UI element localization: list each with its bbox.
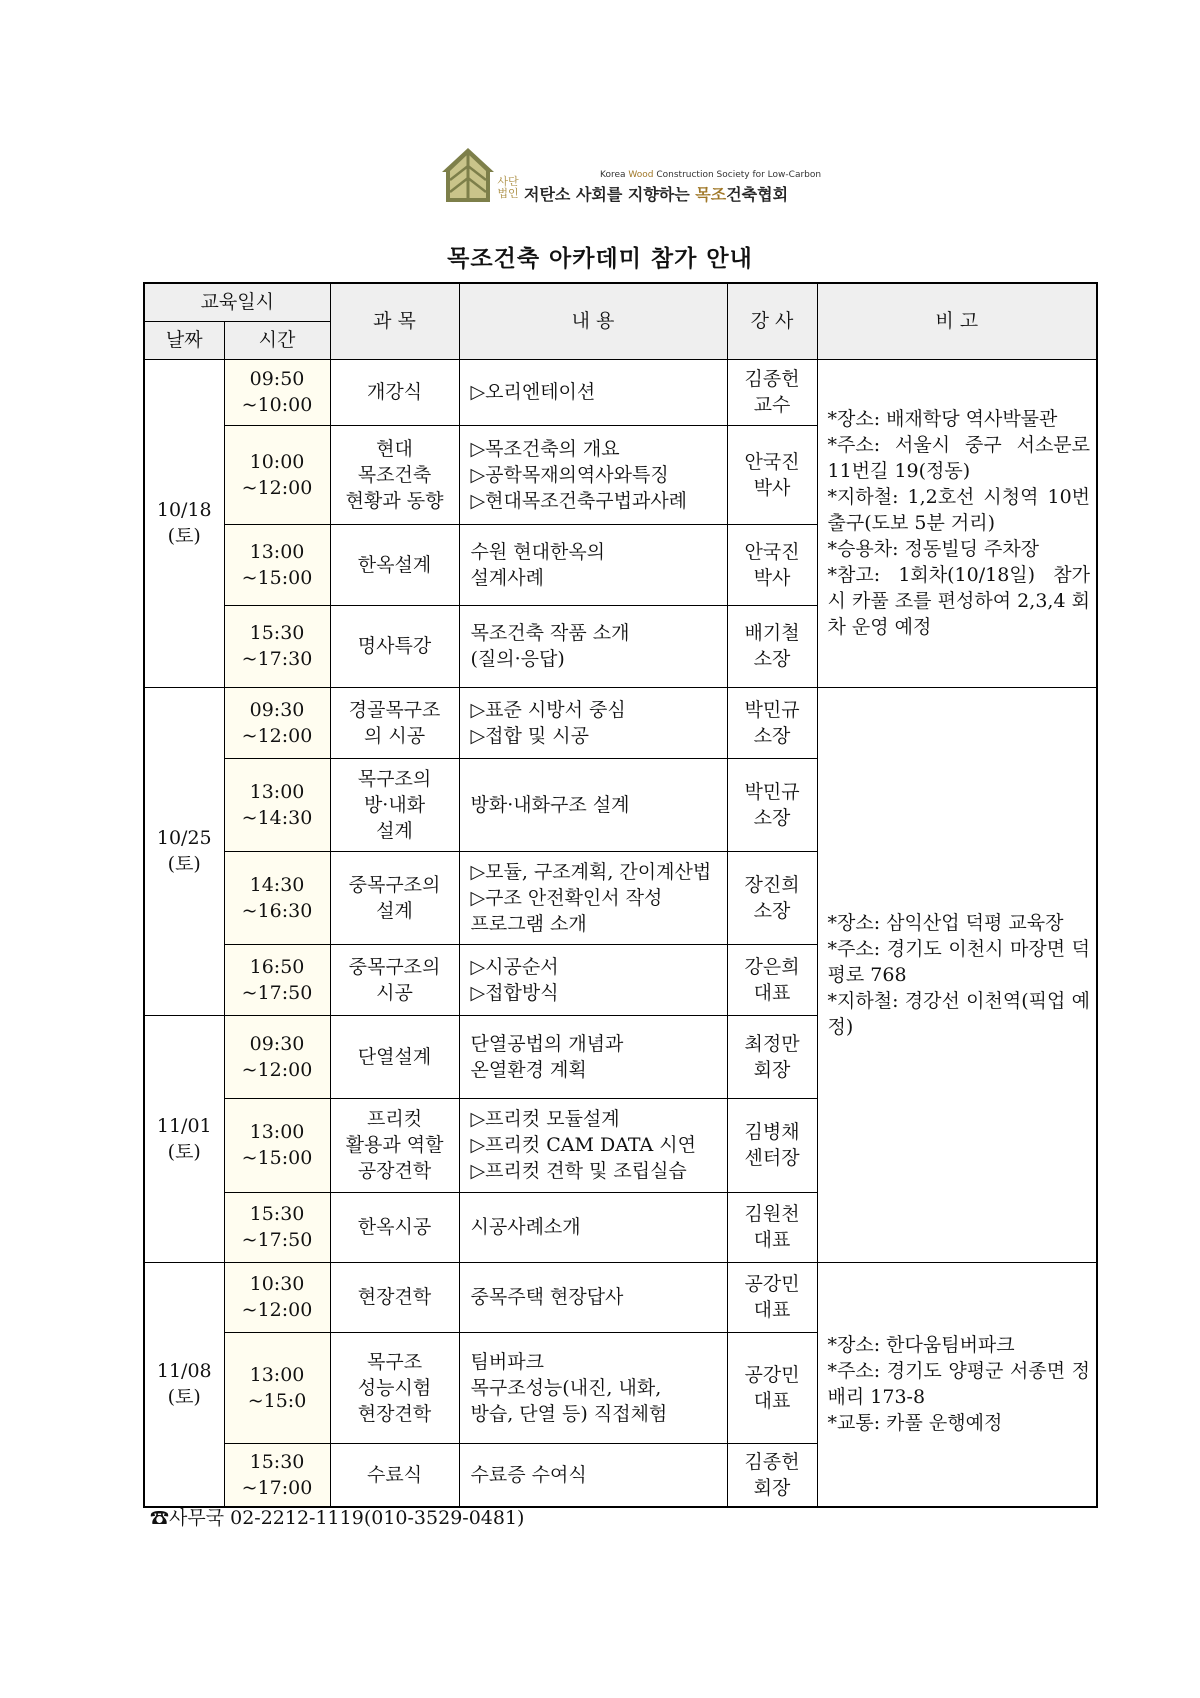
schedule-table xyxy=(143,282,1098,1508)
table-row xyxy=(144,687,1097,758)
date-cell: 11/08 (토) xyxy=(144,1262,224,1507)
lecturer-cell: 장진희 소장 xyxy=(727,851,817,944)
subject-cell: 명사특강 xyxy=(330,605,459,687)
subject-cell: 개강식 xyxy=(330,359,459,425)
lecturer-cell: 안국진 박사 xyxy=(727,524,817,605)
content-cell: 단열공법의 개념과 온열환경 계획 xyxy=(459,1015,727,1098)
lecturer-cell: 공강민 대표 xyxy=(727,1332,817,1443)
subject-cell: 단열설계 xyxy=(330,1015,459,1098)
header-remarks: 비 고 xyxy=(817,283,1097,359)
content-cell: 중목주택 현장답사 xyxy=(459,1262,727,1332)
remarks-cell: *장소: 배재학당 역사박물관 *주소: 서울시 중구 서소문로 11번길 19(정동) *지하철: 1,2호선 시청역 10번 출구(도보 5분 거리) *승용차: 정동빌딩 주차장 *참고: 1회차(10/18일) 참가 시 카풀 조를 편성하여 2,3,4 회차 운영 예정 xyxy=(817,359,1097,687)
page-title: 목조건축 아카데미 참가 안내 xyxy=(447,246,753,272)
content-cell: 수원 현대한옥의 설계사례 xyxy=(459,524,727,605)
lecturer-cell: 박민규 소장 xyxy=(727,758,817,851)
time-cell: 09:50 ~10:00 xyxy=(224,359,330,425)
corporation-mark: 사단 법인 xyxy=(497,175,519,200)
content-cell: 시공사례소개 xyxy=(459,1192,727,1262)
time-cell: 13:00 ~14:30 xyxy=(224,758,330,851)
lecturer-cell: 김종헌 교수 xyxy=(727,359,817,425)
time-cell: 09:30 ~12:00 xyxy=(224,687,330,758)
header-content: 내 용 xyxy=(459,283,727,359)
subject-cell: 목구조의 방·내화 설계 xyxy=(330,758,459,851)
time-cell: 13:00 ~15:00 xyxy=(224,1098,330,1192)
time-cell: 15:30 ~17:00 xyxy=(224,1443,330,1507)
time-cell: 10:00 ~12:00 xyxy=(224,425,330,524)
date-cell: 10/18 (토) xyxy=(144,359,224,687)
content-cell: 수료증 수여식 xyxy=(459,1443,727,1507)
lecturer-cell: 김종헌 회장 xyxy=(727,1443,817,1507)
content-cell: 팀버파크 목구조성능(내진, 내화, 방습, 단열 등) 직접체험 xyxy=(459,1332,727,1443)
content-cell: 목조건축 작품 소개 (질의·응답) xyxy=(459,605,727,687)
content-cell: ▷시공순서 ▷접합방식 xyxy=(459,944,727,1015)
content-cell: ▷표준 시방서 중심 ▷접합 및 시공 xyxy=(459,687,727,758)
time-cell: 15:30 ~17:30 xyxy=(224,605,330,687)
date-cell: 10/25 (토) xyxy=(144,687,224,1015)
subject-cell: 수료식 xyxy=(330,1443,459,1507)
subject-cell: 목구조 성능시험 현장견학 xyxy=(330,1332,459,1443)
remarks-cell: *장소: 삼익산업 덕평 교육장 *주소: 경기도 이천시 마장면 덕평로 768 *지하철: 경강선 이천역(픽업 예정) xyxy=(817,687,1097,1262)
time-cell: 13:00 ~15:00 xyxy=(224,524,330,605)
subject-cell: 현대 목조건축 현황과 동향 xyxy=(330,425,459,524)
date-cell: 11/01 (토) xyxy=(144,1015,224,1262)
lecturer-cell: 배기철 소장 xyxy=(727,605,817,687)
content-cell: ▷프리컷 모듈설계 ▷프리컷 CAM DATA 시연 ▷프리컷 견학 및 조립실습 xyxy=(459,1098,727,1192)
org-name-english: Korea Wood Construction Society for Low-Carbon xyxy=(600,170,822,180)
lecturer-cell: 박민규 소장 xyxy=(727,687,817,758)
lecturer-cell: 공강민 대표 xyxy=(727,1262,817,1332)
content-cell: ▷목조건축의 개요 ▷공학목재의역사와특징 ▷현대목조건축구법과사례 xyxy=(459,425,727,524)
subject-cell: 중목구조의 설계 xyxy=(330,851,459,944)
subject-cell: 현장견학 xyxy=(330,1262,459,1332)
header-time: 시간 xyxy=(224,321,330,359)
lecturer-cell: 최정만 회장 xyxy=(727,1015,817,1098)
header-schedule: 교육일시 xyxy=(144,283,330,321)
time-cell: 14:30 ~16:30 xyxy=(224,851,330,944)
house-logo-icon xyxy=(440,146,496,204)
remarks-cell: *장소: 한다움팀버파크 *주소: 경기도 양평군 서종면 정배리 173-8 *교통: 카풀 운행예정 xyxy=(817,1262,1097,1507)
time-cell: 10:30 ~12:00 xyxy=(224,1262,330,1332)
header-lecturer: 강 사 xyxy=(727,283,817,359)
table-row xyxy=(144,359,1097,425)
subject-cell: 한옥설계 xyxy=(330,524,459,605)
org-name-korean: 저탄소 사회를 지향하는 목조건축협회 xyxy=(524,185,789,204)
subject-cell: 프리컷 활용과 역할 공장견학 xyxy=(330,1098,459,1192)
lecturer-cell: 김원천 대표 xyxy=(727,1192,817,1262)
content-cell: ▷모듈, 구조계획, 간이계산법 ▷구조 안전확인서 작성 프로그램 소개 xyxy=(459,851,727,944)
association-logo xyxy=(440,146,822,204)
subject-cell: 한옥시공 xyxy=(330,1192,459,1262)
subject-cell: 중목구조의 시공 xyxy=(330,944,459,1015)
time-cell: 15:30 ~17:50 xyxy=(224,1192,330,1262)
header-subject: 과 목 xyxy=(330,283,459,359)
lecturer-cell: 강은희 대표 xyxy=(727,944,817,1015)
time-cell: 16:50 ~17:50 xyxy=(224,944,330,1015)
table-row xyxy=(144,1262,1097,1332)
content-cell: ▷오리엔테이션 xyxy=(459,359,727,425)
time-cell: 09:30 ~12:00 xyxy=(224,1015,330,1098)
lecturer-cell: 안국진 박사 xyxy=(727,425,817,524)
time-cell: 13:00 ~15:0 xyxy=(224,1332,330,1443)
subject-cell: 경골목구조 의 시공 xyxy=(330,687,459,758)
content-cell: 방화·내화구조 설계 xyxy=(459,758,727,851)
office-contact: ☎사무국 02-2212-1119(010-3529-0481) xyxy=(150,1507,525,1529)
lecturer-cell: 김병채 센터장 xyxy=(727,1098,817,1192)
header-date: 날짜 xyxy=(144,321,224,359)
